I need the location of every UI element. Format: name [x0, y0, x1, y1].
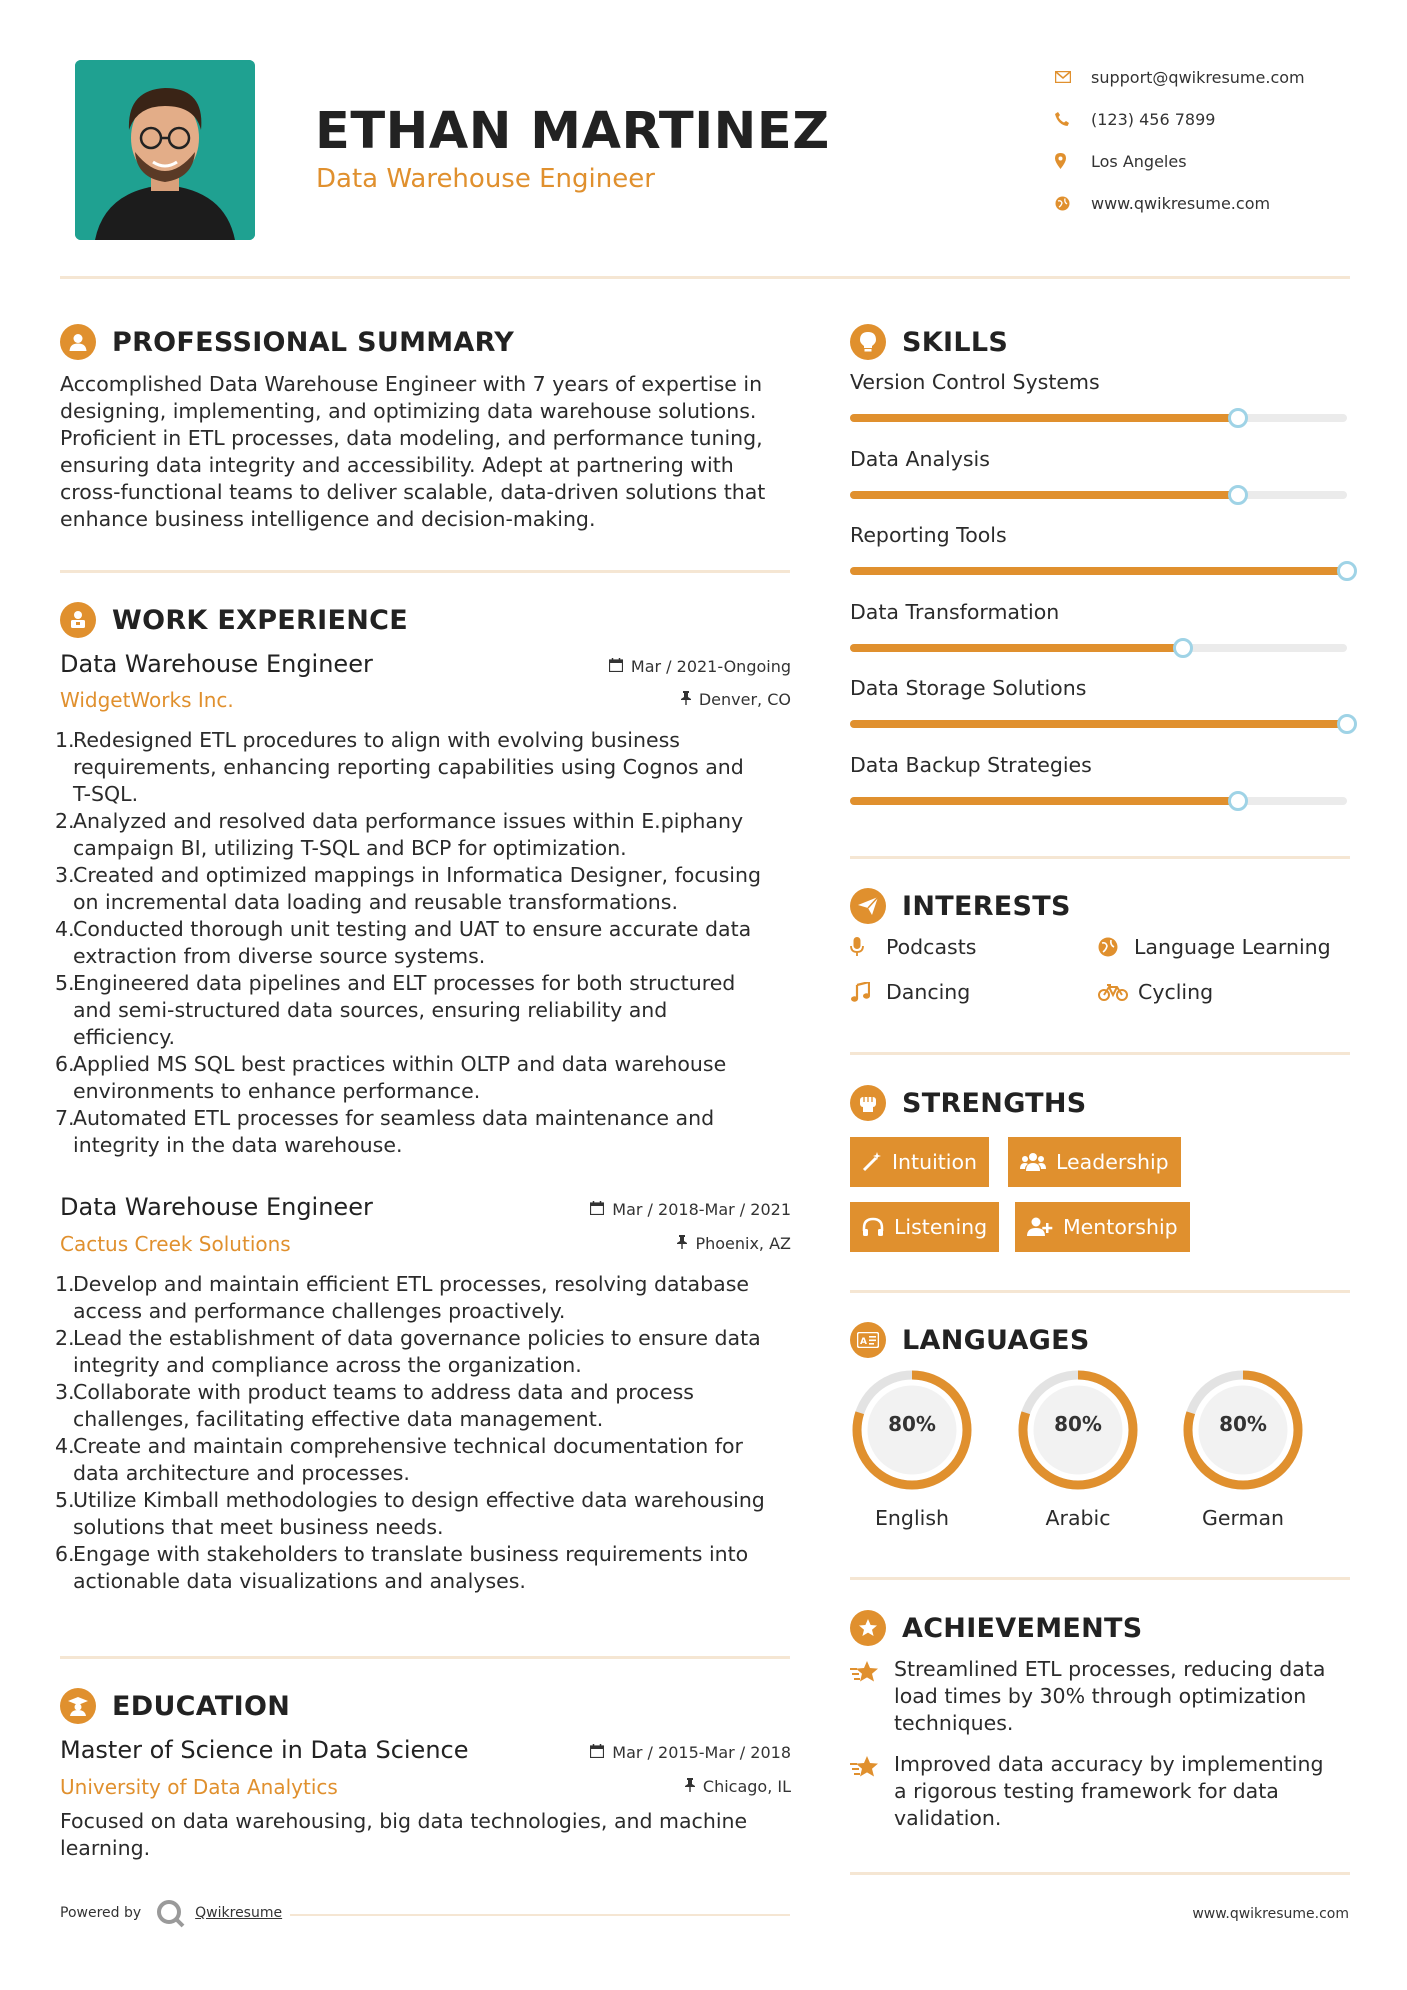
skill-bar-fill — [850, 491, 1238, 499]
skill-bar-fill — [850, 567, 1347, 575]
skill-bar-knob — [1228, 485, 1248, 505]
calendar-icon — [609, 657, 623, 676]
envelope-icon — [1055, 71, 1091, 83]
list-item: 6. Applied MS SQL best practices within OLTP and data warehouse environments to enhance performance. — [55, 1052, 727, 1103]
summary-line: ensuring data integrity and accessibility. Adept at partnering with — [60, 453, 734, 477]
languages-heading — [850, 1322, 1090, 1358]
contact-email[interactable] — [1055, 56, 1375, 98]
skill-bar-fill — [850, 414, 1238, 422]
job-dates-text: Mar / 2018-Mar / 2021 — [612, 1200, 791, 1219]
section-divider — [60, 570, 790, 573]
skill-bar-fill — [850, 797, 1238, 805]
language-percent: 80% — [888, 1412, 936, 1436]
contact-location-text: Los Angeles — [1091, 151, 1187, 171]
experience-heading — [60, 602, 408, 638]
skill-bar — [850, 491, 1347, 499]
list-item: 7. Automated ETL processes for seamless data maintenance and integrity in the data warehouse. — [55, 1106, 715, 1157]
strength-tag: Mentorship — [1015, 1202, 1190, 1252]
candidate-title: Data Warehouse Engineer — [316, 164, 655, 194]
language-name: Arabic — [1045, 1506, 1111, 1530]
education-dates-text: Mar / 2015-Mar / 2018 — [612, 1743, 791, 1762]
qwikresume-link[interactable]: Qwikresume — [195, 1905, 283, 1921]
candidate-name: ETHAN MARTINEZ — [315, 102, 830, 161]
list-item: 5. Utilize Kimball methodologies to design effective data warehousing solutions that meet business needs. — [55, 1488, 765, 1539]
section-divider — [850, 1052, 1350, 1055]
svg-text:A: A — [860, 1337, 867, 1347]
raised-fist-icon — [850, 1085, 886, 1121]
degree-title: Master of Science in Data Science — [60, 1736, 469, 1764]
achievements-title: ACHIEVEMENTS — [902, 1612, 1143, 1644]
globe-icon — [1055, 196, 1091, 211]
star-icon — [850, 1751, 894, 1832]
contact-email-text: support@qwikresume.com — [1091, 67, 1305, 87]
graduate-icon — [60, 1688, 96, 1724]
skill-bar-fill — [850, 720, 1347, 728]
star-badge-icon — [850, 1610, 886, 1646]
footer-divider — [290, 1914, 790, 1916]
education-location-text: Chicago, IL — [702, 1777, 791, 1796]
summary-heading — [60, 324, 514, 360]
job-title: Data Warehouse Engineer — [60, 650, 373, 678]
qwikresume-logo-icon — [155, 1898, 185, 1928]
interests-heading — [850, 888, 1071, 924]
section-divider — [850, 1577, 1350, 1580]
paper-plane-icon — [850, 888, 886, 924]
skill-name: Data Storage Solutions — [850, 676, 1087, 700]
globe-icon — [1098, 937, 1128, 957]
lightbulb-icon — [850, 324, 886, 360]
calendar-icon — [590, 1200, 604, 1219]
interest-item: Podcasts — [850, 935, 976, 959]
education-dates — [590, 1743, 791, 1762]
star-icon — [850, 1656, 894, 1737]
contact-location — [1055, 140, 1375, 182]
pushpin-icon — [677, 1234, 687, 1253]
job-dates — [590, 1200, 791, 1219]
skill-bar-knob — [1173, 638, 1193, 658]
language-name: English — [874, 1506, 950, 1530]
skill-bar-knob — [1228, 408, 1248, 428]
contact-list — [1055, 56, 1375, 224]
summary-text — [60, 371, 800, 533]
phone-icon — [1055, 112, 1091, 126]
contact-phone[interactable] — [1055, 98, 1375, 140]
magic-wand-icon — [862, 1152, 882, 1172]
list-item: 6. Engage with stakeholders to translate business requirements into actionable data visualizations and analyses. — [55, 1542, 749, 1593]
microphone-icon — [850, 937, 880, 957]
contact-website[interactable] — [1055, 182, 1375, 224]
profile-photo — [75, 60, 255, 240]
skill-bar — [850, 644, 1347, 652]
job-location — [681, 690, 791, 709]
list-item: 5. Engineered data pipelines and ELT processes for both structured and semi-structured data sources, ensuring reliability and efficiency. — [55, 971, 736, 1049]
education-heading — [60, 1688, 290, 1724]
job-location-text: Denver, CO — [698, 690, 791, 709]
summary-line: Proficient in ETL processes, data modeling, and performance tuning, — [60, 426, 763, 450]
skill-bar — [850, 567, 1347, 575]
user-icon — [60, 324, 96, 360]
strength-tag: Intuition — [850, 1137, 989, 1187]
summary-line: Accomplished Data Warehouse Engineer with 7 years of expertise in — [60, 372, 763, 396]
experience-title: WORK EXPERIENCE — [112, 604, 408, 636]
strength-tag: Listening — [850, 1202, 999, 1252]
education-description: Focused on data warehousing, big data technologies, and machine learning. — [60, 1809, 748, 1860]
skill-name: Version Control Systems — [850, 370, 1100, 394]
skill-bar — [850, 797, 1347, 805]
summary-line: designing, implementing, and optimizing data warehouse solutions. — [60, 399, 757, 423]
job-dates — [609, 657, 791, 676]
section-divider — [850, 856, 1350, 859]
company-name: Cactus Creek Solutions — [60, 1232, 291, 1256]
powered-by — [60, 1898, 282, 1928]
job-responsibilities — [55, 727, 800, 1159]
interest-item: Dancing — [850, 980, 970, 1004]
skill-bar-knob — [1337, 714, 1357, 734]
users-icon — [1020, 1152, 1046, 1172]
language-name: German — [1201, 1506, 1285, 1530]
job-location — [677, 1234, 791, 1253]
achievement-item: Streamlined ETL processes, reducing data load times by 30% through optimization techniques. — [850, 1656, 1360, 1737]
education-title: EDUCATION — [112, 1690, 291, 1722]
list-item: 1. Develop and maintain efficient ETL processes, resolving database access and performance challenges proactively. — [55, 1272, 749, 1323]
skill-bar — [850, 720, 1347, 728]
pushpin-icon — [685, 1777, 695, 1796]
achievements-heading — [850, 1610, 1143, 1646]
skills-heading — [850, 324, 1008, 360]
summary-line: cross-functional teams to deliver scalable, data-driven solutions that — [60, 480, 766, 504]
achievement-item: Improved data accuracy by implementing a rigorous testing framework for data validation. — [850, 1751, 1360, 1832]
job-dates-text: Mar / 2021-Ongoing — [630, 657, 791, 676]
list-item: 4. Create and maintain comprehensive technical documentation for data architecture and processes. — [55, 1434, 743, 1485]
section-divider — [850, 1290, 1350, 1293]
education-location — [685, 1777, 791, 1796]
summary-line: enhance business intelligence and decision-making. — [60, 507, 596, 531]
bicycle-icon — [1098, 983, 1132, 1001]
powered-by-label: Powered by — [60, 1905, 142, 1921]
list-item: 3. Created and optimized mappings in Informatica Designer, focusing on incremental data loading and reusable transformations. — [55, 863, 761, 914]
section-divider — [850, 1872, 1350, 1875]
skill-bar-knob — [1228, 791, 1248, 811]
language-item — [1016, 1368, 1140, 1530]
map-pin-icon — [1055, 153, 1091, 169]
skill-bar-fill — [850, 644, 1183, 652]
skill-name: Reporting Tools — [850, 523, 1007, 547]
skill-name: Data Transformation — [850, 599, 1060, 624]
strengths-title: STRENGTHS — [902, 1087, 1087, 1119]
user-plus-icon — [1027, 1217, 1053, 1237]
header-divider — [60, 276, 1350, 279]
skills-title: SKILLS — [902, 326, 1009, 358]
language-percent: 80% — [1219, 1412, 1267, 1436]
contact-website-text: www.qwikresume.com — [1091, 193, 1271, 213]
briefcase-user-icon — [60, 602, 96, 638]
section-divider — [60, 1656, 790, 1659]
summary-title: PROFESSIONAL SUMMARY — [112, 326, 515, 358]
language-item — [1181, 1368, 1305, 1530]
strengths-heading — [850, 1085, 1087, 1121]
headphones-icon — [862, 1217, 884, 1237]
job-responsibilities — [55, 1271, 800, 1595]
calendar-icon — [590, 1743, 604, 1762]
strength-tag: Leadership — [1008, 1137, 1181, 1187]
language-percent: 80% — [1054, 1412, 1102, 1436]
list-item: 2. Analyzed and resolved data performance issues within E.piphany campaign BI, utilizing T-SQL and BCP for optimization. — [55, 809, 744, 860]
language-card-icon — [850, 1322, 886, 1358]
resume-header — [0, 0, 1407, 280]
language-item — [850, 1368, 974, 1530]
list-item: 1. Redesigned ETL procedures to align with evolving business requirements, enhancing reporting capabilities using Cognos and T-SQL. — [55, 728, 744, 806]
contact-phone-text: (123) 456 7899 — [1091, 109, 1216, 129]
skill-bar-knob — [1337, 561, 1357, 581]
music-note-icon — [850, 982, 880, 1002]
languages-title: LANGUAGES — [902, 1324, 1090, 1356]
skill-name: Data Analysis — [850, 446, 990, 471]
company-name: WidgetWorks Inc. — [60, 688, 234, 712]
list-item: 2. Lead the establishment of data governance policies to ensure data integrity and compliance across the organization. — [55, 1326, 761, 1377]
job-title: Data Warehouse Engineer — [60, 1193, 373, 1221]
job-location-text: Phoenix, AZ — [695, 1234, 791, 1253]
interests-title: INTERESTS — [902, 890, 1071, 922]
footer-website[interactable]: www.qwikresume.com — [1192, 1906, 1349, 1922]
skill-name: Data Backup Strategies — [850, 752, 1092, 777]
list-item: 4. Conducted thorough unit testing and UAT to ensure accurate data extraction from diverse source systems. — [55, 917, 752, 968]
pushpin-icon — [681, 690, 691, 709]
interest-item: Language Learning — [1098, 935, 1331, 959]
list-item: 3. Collaborate with product teams to address data and process challenges, facilitating effective data management. — [55, 1380, 694, 1431]
school-name: University of Data Analytics — [60, 1775, 338, 1799]
interest-item: Cycling — [1098, 980, 1213, 1004]
skill-bar — [850, 414, 1347, 422]
